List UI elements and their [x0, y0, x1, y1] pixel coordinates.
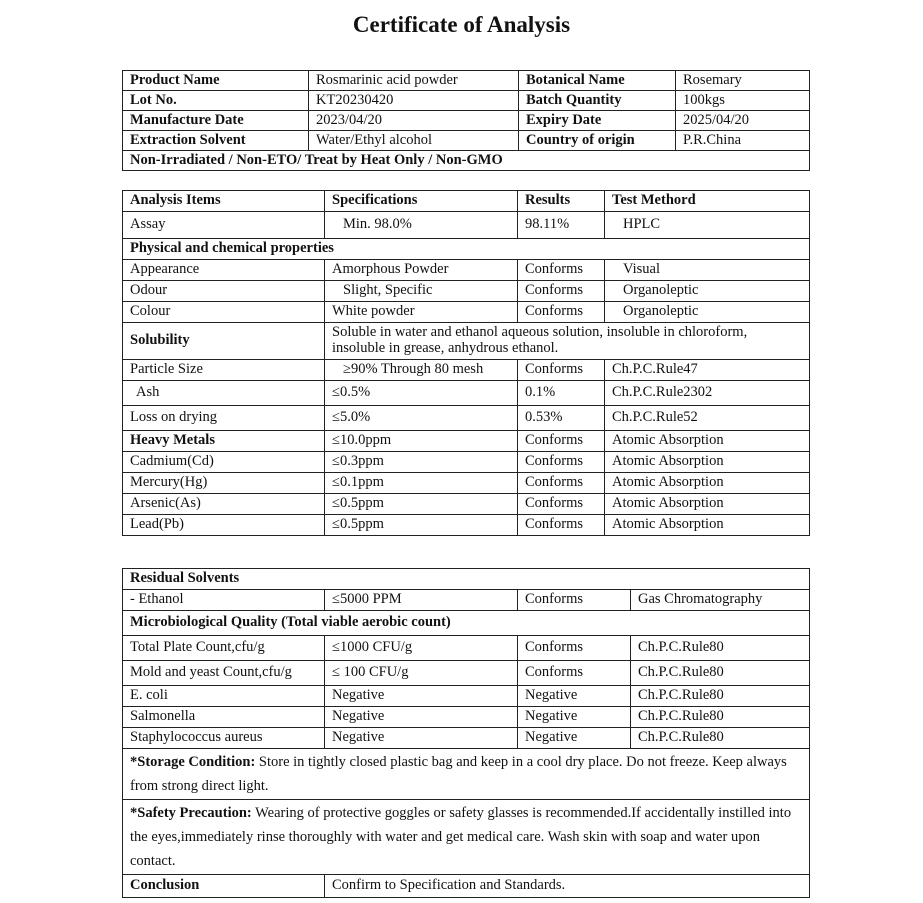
page-title: Certificate of Analysis	[352, 12, 571, 37]
table-row	[123, 151, 810, 171]
item-cell: Lead(Pb)	[123, 515, 325, 536]
expiry-date-value: 2025/04/20	[676, 111, 810, 131]
table-row	[123, 707, 810, 728]
item-cell: - Ethanol	[123, 590, 325, 611]
manufacture-date-label: Manufacture Date	[123, 111, 309, 131]
method-cell: Ch.P.C.Rule2302	[605, 381, 810, 406]
table-row	[123, 875, 810, 898]
column-header: Analysis Items	[123, 191, 325, 212]
botanical-name-label: Botanical Name	[519, 71, 676, 91]
column-header: Results	[518, 191, 605, 212]
result-cell: Conforms	[518, 452, 605, 473]
item-cell: Mercury(Hg)	[123, 473, 325, 494]
table-row	[123, 661, 810, 686]
method-cell: Ch.P.C.Rule80	[631, 707, 810, 728]
method-cell: Ch.P.C.Rule52	[605, 406, 810, 431]
item-cell: Assay	[123, 212, 325, 239]
spec-cell: ≤0.1ppm	[325, 473, 518, 494]
spec-cell: Negative	[325, 686, 518, 707]
section-header: Microbiological Quality (Total viable aerobic count)	[123, 611, 810, 636]
table-row	[123, 71, 810, 91]
table-row	[123, 473, 810, 494]
storage-condition	[123, 749, 810, 800]
method-cell: Visual	[605, 260, 810, 281]
column-header: Test Methord	[605, 191, 810, 212]
method-cell: Atomic Absorption	[605, 452, 810, 473]
lot-label: Lot No.	[123, 91, 309, 111]
table-row	[123, 686, 810, 707]
method-cell: Ch.P.C.Rule80	[631, 686, 810, 707]
table-row	[123, 406, 810, 431]
conclusion-label: Conclusion	[123, 875, 325, 898]
safety-precaution	[123, 800, 810, 875]
safety-label: *Safety Precaution:	[130, 805, 252, 821]
spec-cell: Amorphous Powder	[325, 260, 518, 281]
extraction-solvent-value: Water/Ethyl alcohol	[309, 131, 519, 151]
solubility-text: Soluble in water and ethanol aqueous solution, insoluble in chloroform, insoluble in grease, anhydrous ethanol.	[325, 323, 810, 360]
item-cell: Appearance	[123, 260, 325, 281]
spec-cell: ≤0.3ppm	[325, 452, 518, 473]
item-cell: Particle Size	[123, 360, 325, 381]
spec-cell: ≤0.5ppm	[325, 494, 518, 515]
result-cell: Negative	[518, 707, 631, 728]
result-cell: 98.11%	[518, 212, 605, 239]
item-cell: Odour	[123, 281, 325, 302]
item-cell: Loss on drying	[123, 406, 325, 431]
method-cell: Atomic Absorption	[605, 473, 810, 494]
item-cell: Heavy Metals	[123, 431, 325, 452]
item-cell: Staphylococcus aureus	[123, 728, 325, 749]
method-cell: Atomic Absorption	[605, 515, 810, 536]
table-header-row	[123, 191, 810, 212]
result-cell: 0.53%	[518, 406, 605, 431]
table-row	[123, 260, 810, 281]
spec-cell: ≥90% Through 80 mesh	[325, 360, 518, 381]
product-info-table	[122, 70, 810, 171]
method-cell: Organoleptic	[605, 302, 810, 323]
item-cell: Ash	[123, 381, 325, 406]
spec-cell: ≤5000 PPM	[325, 590, 518, 611]
table-row	[123, 302, 810, 323]
table-row	[123, 494, 810, 515]
method-cell: HPLC	[605, 212, 810, 239]
spec-cell: ≤1000 CFU/g	[325, 636, 518, 661]
conclusion-text: Confirm to Specification and Standards.	[325, 875, 810, 898]
result-cell: Negative	[518, 728, 631, 749]
solubility-label: Solubility	[123, 323, 325, 360]
item-cell: Mold and yeast Count,cfu/g	[123, 661, 325, 686]
spec-cell: Negative	[325, 728, 518, 749]
item-cell: Colour	[123, 302, 325, 323]
lot-value: KT20230420	[309, 91, 519, 111]
table-row	[123, 431, 810, 452]
table-row	[123, 515, 810, 536]
table-row	[123, 239, 810, 260]
storage-text: Store in tightly closed plastic bag and keep in a cool dry place. Do not freeze. Keep always from strong direct light.	[130, 754, 787, 794]
spec-cell: ≤0.5ppm	[325, 515, 518, 536]
spec-cell: ≤0.5%	[325, 381, 518, 406]
item-cell: E. coli	[123, 686, 325, 707]
product-name-label: Product Name	[123, 71, 309, 91]
storage-label: *Storage Condition:	[130, 754, 256, 770]
batch-label: Batch Quantity	[519, 91, 676, 111]
item-cell: Total Plate Count,cfu/g	[123, 636, 325, 661]
table-row	[123, 131, 810, 151]
table-row	[123, 212, 810, 239]
result-cell: Negative	[518, 686, 631, 707]
result-cell: Conforms	[518, 636, 631, 661]
analysis-table	[122, 190, 810, 536]
table-row	[123, 611, 810, 636]
section-header: Residual Solvents	[123, 569, 810, 590]
manufacture-date-value: 2023/04/20	[309, 111, 519, 131]
method-cell: Ch.P.C.Rule47	[605, 360, 810, 381]
method-cell: Gas Chromatography	[631, 590, 810, 611]
column-header: Specifications	[325, 191, 518, 212]
table-row	[123, 91, 810, 111]
table-row	[123, 381, 810, 406]
table-row	[123, 323, 810, 360]
spec-cell: ≤5.0%	[325, 406, 518, 431]
country-of-origin-label: Country of origin	[519, 131, 676, 151]
result-cell: Conforms	[518, 431, 605, 452]
table-row	[123, 636, 810, 661]
spec-cell: White powder	[325, 302, 518, 323]
table-row	[123, 281, 810, 302]
table-row	[123, 749, 810, 800]
result-cell: Conforms	[518, 494, 605, 515]
spec-cell: ≤ 100 CFU/g	[325, 661, 518, 686]
table-row	[123, 728, 810, 749]
country-of-origin-value: P.R.China	[676, 131, 810, 151]
table-row	[123, 590, 810, 611]
expiry-date-label: Expiry Date	[519, 111, 676, 131]
result-cell: Conforms	[518, 302, 605, 323]
spec-cell: Negative	[325, 707, 518, 728]
batch-value: 100kgs	[676, 91, 810, 111]
table-row	[123, 111, 810, 131]
method-cell: Ch.P.C.Rule80	[631, 661, 810, 686]
result-cell: Conforms	[518, 360, 605, 381]
table-row	[123, 452, 810, 473]
result-cell: Conforms	[518, 281, 605, 302]
method-cell: Organoleptic	[605, 281, 810, 302]
microbiology-table	[122, 568, 810, 898]
item-cell: Arsenic(As)	[123, 494, 325, 515]
method-cell: Atomic Absorption	[605, 431, 810, 452]
result-cell: Conforms	[518, 260, 605, 281]
table-row	[123, 800, 810, 875]
safety-text: Wearing of protective goggles or safety glasses is recommended.If accidentally instilled into the eyes,immediately rinse thoroughly with water and get medical care. Wash skin with soap and water upon contact.	[130, 805, 792, 869]
botanical-name-value: Rosemary	[676, 71, 810, 91]
result-cell: Conforms	[518, 661, 631, 686]
spec-cell: ≤10.0ppm	[325, 431, 518, 452]
result-cell: Conforms	[518, 590, 631, 611]
section-header: Physical and chemical properties	[123, 239, 810, 260]
table-row	[123, 569, 810, 590]
result-cell: Conforms	[518, 515, 605, 536]
claims-text: Non-Irradiated / Non-ETO/ Treat by Heat Only / Non-GMO	[123, 151, 810, 171]
table-row	[123, 360, 810, 381]
method-cell: Atomic Absorption	[605, 494, 810, 515]
spec-cell: Slight, Specific	[325, 281, 518, 302]
result-cell: 0.1%	[518, 381, 605, 406]
item-cell: Salmonella	[123, 707, 325, 728]
spec-cell: Min. 98.0%	[325, 212, 518, 239]
product-name-value: Rosmarinic acid powder	[309, 71, 519, 91]
item-cell: Cadmium(Cd)	[123, 452, 325, 473]
extraction-solvent-label: Extraction Solvent	[123, 131, 309, 151]
method-cell: Ch.P.C.Rule80	[631, 728, 810, 749]
method-cell: Ch.P.C.Rule80	[631, 636, 810, 661]
result-cell: Conforms	[518, 473, 605, 494]
